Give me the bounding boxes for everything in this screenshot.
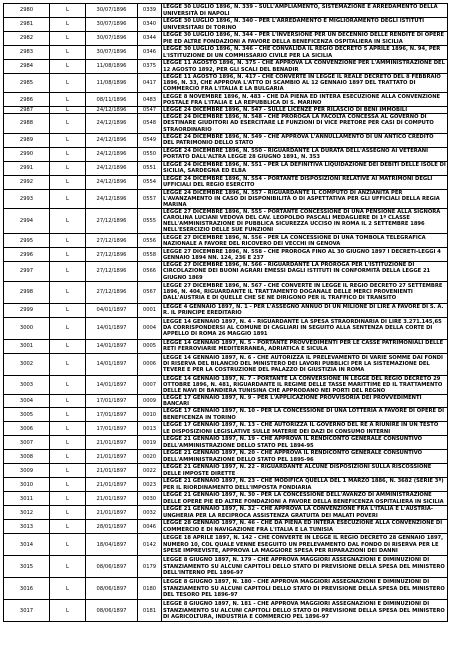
- row-title: LEGGE 8 GIUGNO 1897, N. 181 - CHE APPROVA MAGGIORI ASSEGNAZIONI E DIMINUZIONI DI STANZIAMENTO SU ALCUNI CAPITOLI DELLO STATO DI PREVISIONE DELLA SPESA DEL MINISTERO DI AGRICOLTURA, INDUSTRIA E COMMERCIO PEL 1896-97: [162, 600, 448, 622]
- row-type: L: [50, 339, 86, 353]
- row-type: L: [50, 556, 86, 578]
- table-row: [4, 4, 448, 18]
- row-title: LEGGE 24 DICEMBRE 1896, N. 557 - RIGUARDANTE IL COMPUTO DI ANZIANITÀ PER L'AVANZAMENTO IN CASO DI DISPONIBILITÀ O DI ASPETTATIVA PER GLI UFFICIALI DELLA REGIA MARINA: [162, 189, 448, 208]
- row-title: LEGGE 11 AGOSTO 1896, N. 375 - CHE APPROVA LA CONVENZIONE PER L'AMMINISTRAZIONE DEL 12 AGOSTO 1892, PER GLI SCALI DEL BENADIR: [162, 60, 448, 74]
- row-type: L: [50, 578, 86, 600]
- table-row: [4, 578, 448, 600]
- row-type: L: [50, 464, 86, 478]
- row-date: 27/12/1896: [86, 234, 138, 248]
- row-code: 0344: [138, 32, 162, 46]
- row-code: 0023: [138, 478, 162, 492]
- row-title: LEGGE 14 GENNAIO 1897, N. 7 - PORTANTE LA CONVERSIONE IN LEGGE DEL REGIO DECRETO 29 OTTOBRE 1896, N. 481, RIGUARDANTE IL REGIME DELLE TASSE MARITTIME ED IL TRATTAMENTO DELLE NAVI DI BANDIERA TUNISINA CHE APPRODANO NEI PORTI DEL REGNO: [162, 375, 448, 394]
- row-code: 0339: [138, 4, 162, 18]
- table-row: [4, 46, 448, 60]
- row-type: L: [50, 248, 86, 262]
- row-title: LEGGE 24 DICEMBRE 1896, N. 550 - RIGUARDANTE LA DURATA DELL'ASSEGNO AI VETERANI PORTATO DALL'ALTRA LEGGE 28 GIUGNO 1891, N. 353: [162, 147, 448, 161]
- row-code: 0181: [138, 600, 162, 622]
- row-title: LEGGE 4 GENNAIO 1897, N. 1 - PER L'ASSEGNO ANNUO DI UN MILIONE DI LIRE A FAVORE DI S. A. R. IL PRINCIPE EREDITARIO: [162, 303, 448, 317]
- row-date: 11/08/1896: [86, 60, 138, 74]
- row-number: 2996: [4, 248, 50, 262]
- row-date: 30/07/1896: [86, 46, 138, 60]
- row-date: 17/01/1897: [86, 408, 138, 422]
- row-number: 2991: [4, 161, 50, 175]
- row-number: 2981: [4, 18, 50, 32]
- table-row: [4, 317, 448, 339]
- table-row: [4, 492, 448, 506]
- table-row: [4, 520, 448, 534]
- table-row: [4, 375, 448, 394]
- row-code: 0555: [138, 208, 162, 233]
- row-title: LEGGE 30 LUGLIO 1896, N. 346 - CHE CONVALIDA IL REGIO DECRETO 5 APRILE 1896, N. 94, PER L'ISTITUZIONE DI UN COMMISSARIO CIVILE PER LA SICILIA: [162, 46, 448, 60]
- row-code: 0006: [138, 353, 162, 375]
- row-title: LEGGE 24 DICEMBRE 1896, N. 547 - SULLE LICENZE PER RILASCIO DI BENI IMMOBILI: [162, 107, 448, 114]
- row-title: LEGGE 27 DICEMBRE 1896, N. 567 - CHE CONVERTE IN LEGGE IL REGIO DECRETO 27 SETTEMBRE 1896, N. 404, RIGUARDANTE IL TRATTAMENTO DOGANALE DELLE MERCI PROVENIENTI DALL'AUSTRIA E DI QUELLE CHE SE NE DIRIGONO PER IL TRAFFICO DI TRANSITO: [162, 281, 448, 303]
- row-title: LEGGE 24 DICEMBRE 1896, N. 551 - PER LA DEFINITIVA LIQUIDAZIONE DEI DEBITI DELLE ISOLE DI SICILIA, SARDEGNA ED ELBA: [163, 162, 446, 175]
- row-title: LEGGE 27 DICEMBRE 1896, N. 566 - RIGUARDANTE LA PROROGA PER L'ISTITUZIONE DI CIRCOLAZIONE DEI BUONI AGRARI EMESSI DAGLI ISTITUTI IN CONFORMITÀ DELLA LEGGE 21 GIUGNO 1869: [162, 262, 448, 281]
- row-type: L: [50, 175, 86, 189]
- row-date: 21/01/1897: [86, 464, 138, 478]
- row-code: 0032: [138, 506, 162, 520]
- row-title: LEGGE 27 DICEMBRE 1896, N. 556 - PER LA CONCESSIONE DI UNA TOMBOLA TELEGRAFICA NAZIONALE A FAVORE DEL RICOVERO DEI VECCHI IN GENOVA: [162, 234, 448, 248]
- row-code: 0417: [138, 74, 162, 93]
- table-row: [4, 189, 448, 208]
- row-type: L: [50, 303, 86, 317]
- row-date: 28/01/1897: [86, 520, 138, 534]
- row-title: LEGGE 28 GENNAIO 1897, N. 46 - CHE DÀ PIENA ED INTERA ESECUZIONE ALLA CONVENZIONE DI COMMERCIO E DI NAVIGAZIONE FRA L'ITALIA E LA TUNISIA: [162, 520, 448, 534]
- table-row: [4, 506, 448, 520]
- row-number: 2995: [4, 234, 50, 248]
- row-title: LEGGE 17 GENNAIO 1897, N. 9 - PER L'APPLICAZIONE PROVVISORIA DEI PROVVEDIMENTI BANCARI: [162, 394, 448, 407]
- row-code: 0551: [138, 161, 162, 175]
- row-code: 0567: [138, 281, 162, 303]
- row-date: 24/12/1896: [86, 175, 138, 189]
- table-row: [4, 248, 448, 262]
- row-code: 0556: [138, 234, 162, 248]
- table-row: [4, 133, 448, 147]
- table-row: [4, 262, 448, 281]
- row-code: 0004: [138, 317, 162, 339]
- row-date: 08/06/1897: [86, 600, 138, 622]
- row-code: 0548: [138, 114, 162, 133]
- row-number: 3004: [4, 394, 50, 407]
- row-date: 21/01/1897: [86, 436, 138, 450]
- row-date: 24/12/1896: [86, 107, 138, 114]
- row-type: L: [50, 133, 86, 147]
- row-title: LEGGE 21 GENNAIO 1897, N. 19 - CHE APPROVA IL RENDICONTO GENERALE CONSUNTIVO DELL'AMMINISTRAZIONE DELLO STATO PEL 1894-95: [162, 436, 448, 450]
- row-date: 21/01/1897: [86, 478, 138, 492]
- table-row: [4, 534, 448, 556]
- row-code: 0554: [138, 175, 162, 189]
- row-title: LEGGE 21 GENNAIO 1897, N. 22 - RIGUARDANTE ALCUNE DISPOSIZIONI SULLA RISCOSSIONE DELLE IMPOSTE DIRETTE: [162, 464, 448, 478]
- row-type: L: [50, 317, 86, 339]
- row-date: 14/01/1897: [86, 375, 138, 394]
- table-row: [4, 353, 448, 375]
- row-date: 24/12/1896: [86, 161, 138, 175]
- row-number: 2980: [4, 4, 50, 18]
- row-type: L: [50, 600, 86, 622]
- row-title: LEGGE 8 GIUGNO 1897, N. 179 - CHE APPROVA MAGGIORI ASSEGNAZIONI E DIMINUZIONI DI STANZIAMENTO SU ALCUNI CAPITOLI DELLO STATO DI PREVISIONE DELLA SPESA DEL MINISTERO DELL'INTERNO PEL 1896-97: [162, 556, 448, 578]
- row-title: LEGGE 14 GENNAIO 1897, N. 5 - PORTANTE PROVVEDIMENTI PER LE CASSE PATRIMONIALI DELLE RETI FERROVIARIE MEDITERRANEA, ADRIATICA E SICULA: [162, 339, 448, 353]
- row-type: L: [50, 234, 86, 248]
- row-number: 3016: [4, 578, 50, 600]
- row-date: 30/07/1896: [86, 32, 138, 46]
- row-number: 2987: [4, 107, 50, 114]
- row-code: 0142: [138, 534, 162, 556]
- row-type: L: [50, 394, 86, 407]
- row-number: 3006: [4, 422, 50, 436]
- row-type: L: [50, 262, 86, 281]
- row-number: 3017: [4, 600, 50, 622]
- table-row: [4, 408, 448, 422]
- row-title: LEGGE 17 GENNAIO 1897, N. 10 - PER LA CONCESSIONE DI UNA LOTTERIA A FAVORE DI OPERE DI BENEFICENZA IN TORINO: [162, 408, 448, 422]
- table-row: [4, 450, 448, 464]
- row-code: 0566: [138, 262, 162, 281]
- table-row: [4, 422, 448, 436]
- row-date: 21/01/1897: [86, 450, 138, 464]
- table-row: [4, 556, 448, 578]
- row-date: 27/12/1896: [86, 262, 138, 281]
- row-title: LEGGE 8 GIUGNO 1897, N. 180 - CHE APPROVA MAGGIORI ASSEGNAZIONI E DIMINUZIONI DI STANZIAMENTO SU ALCUNI CAPITOLI DELLO STATO DI PREVISIONE DELLA SPESA DEL MINISTERO DEL TESORO PEL 1896-97: [162, 578, 448, 600]
- table-row: [4, 18, 448, 32]
- row-code: 0030: [138, 492, 162, 506]
- row-number: 3007: [4, 436, 50, 450]
- row-type: L: [50, 478, 86, 492]
- table-row: [4, 436, 448, 450]
- row-number: 3000: [4, 317, 50, 339]
- row-title: LEGGE 18 APRILE 1897, N. 142 - CHE CONVERTE IN LEGGE IL REGIO DECRETO 28 GENNAIO 1897, NUMERO 10, COL QUALE VENNE ESEGUITO UN PRELEVAMENTO DAL FONDO DI RISERVA PER LE SPESE IMPREVISTE, APPROVA LA MAGGIORE SPESA PER RIPARAZIONI DEI DANNI: [162, 534, 448, 556]
- table-row: [4, 234, 448, 248]
- row-type: L: [50, 161, 86, 175]
- row-date: 14/01/1897: [86, 339, 138, 353]
- row-title: LEGGE 27 DICEMBRE 1896, N. 558 - CHE PROROGA FINO AL 30 GIUGNO 1897 I DECRETI-LEGGI 4 GENNAIO 1894 NN. 124, 236 E 237: [162, 248, 448, 262]
- row-title: LEGGE 30 LUGLIO 1896, N. 339 - SULL'AMPLIAMENTO, SISTEMAZIONE E ARREDAMENTO DELLA UNIVERSITÀ DI NAPOLI: [162, 4, 448, 18]
- row-date: 24/12/1896: [86, 147, 138, 161]
- row-type: L: [50, 4, 86, 18]
- row-code: 0180: [138, 578, 162, 600]
- row-type: L: [50, 32, 86, 46]
- row-number: 2992: [4, 175, 50, 189]
- row-date: 14/01/1897: [86, 353, 138, 375]
- row-type: L: [50, 18, 86, 32]
- row-type: L: [50, 353, 86, 375]
- row-date: 11/08/1896: [86, 74, 138, 93]
- row-title: LEGGE 30 LUGLIO 1896, N. 340 - PER L'ARREDAMENTO E MIGLIORAMENTO DEGLI ISTITUTI UNIVERSITARI DI TORINO: [162, 18, 448, 32]
- row-date: 08/06/1897: [86, 578, 138, 600]
- row-date: 21/01/1897: [86, 506, 138, 520]
- row-type: L: [50, 408, 86, 422]
- row-number: 2998: [4, 281, 50, 303]
- table-row: [4, 107, 448, 114]
- row-title: LEGGE 14 GENNAIO 1897, N. 6 - CHE AUTORIZZA IL PRELEVAMENTO DI VARIE SOMME DAI FONDI DI RISERVA DEL BILANCIO DEL MINISTERO DEI LAVORI PUBBLICI PER LA SISTEMAZIONE DEL TEVERE E PER LA COSTRUZIONE DEL PALAZZO DI GIUSTIZIA IN ROMA: [162, 353, 448, 375]
- table-row: [4, 114, 448, 133]
- row-number: 2989: [4, 133, 50, 147]
- row-type: L: [50, 74, 86, 93]
- table-row: [4, 93, 448, 107]
- row-type: L: [50, 208, 86, 233]
- row-code: 0022: [138, 464, 162, 478]
- row-code: 0007: [138, 375, 162, 394]
- row-title: LEGGE 24 DICEMBRE 1896, N. 554 - PORTANTE DISPOSIZIONI RELATIVE AI MATRIMONI DEGLI UFFICIALI DEL REGIO ESERCITO: [162, 175, 448, 189]
- row-type: L: [50, 60, 86, 74]
- table-row: [4, 208, 448, 233]
- row-code: 0557: [138, 189, 162, 208]
- row-number: 2990: [4, 147, 50, 161]
- row-number: 3005: [4, 408, 50, 422]
- row-number: 2986: [4, 93, 50, 107]
- row-type: L: [50, 422, 86, 436]
- row-number: 3010: [4, 478, 50, 492]
- row-number: 2982: [4, 32, 50, 46]
- row-number: 3011: [4, 492, 50, 506]
- row-type: L: [50, 520, 86, 534]
- table-row: [4, 339, 448, 353]
- row-type: L: [50, 450, 86, 464]
- row-number: 2997: [4, 262, 50, 281]
- row-type: L: [50, 107, 86, 114]
- row-code: 0179: [138, 556, 162, 578]
- row-number: 3012: [4, 506, 50, 520]
- row-code: 0013: [138, 422, 162, 436]
- row-type: L: [50, 492, 86, 506]
- row-title: LEGGE 21 GENNAIO 1897, N. 23 - CHE MODIFICA QUELLA DEL 1 MARZO 1886, N. 3682 (SERIE 3ª) PER IL RIORDINAMENTO DELL'IMPOSTA FONDIARIA: [162, 478, 448, 492]
- row-code: 0340: [138, 18, 162, 32]
- row-date: 21/01/1897: [86, 492, 138, 506]
- row-date: 17/01/1897: [86, 394, 138, 407]
- row-number: 3009: [4, 464, 50, 478]
- row-title: LEGGE 24 DICEMBRE 1896, N. 548 - CHE PROROGA LA FACOLTÀ CONCESSA AL GOVERNO DI DESTINARE GIUDITORI AD ESERCITARE LE FUNZIONI DI VICE PRETORE PER CASI DI COMPUTO STRAORDINARIO: [162, 114, 448, 133]
- table-row: [4, 464, 448, 478]
- row-type: L: [50, 189, 86, 208]
- row-date: 27/12/1896: [86, 248, 138, 262]
- table-row: [4, 32, 448, 46]
- row-type: L: [50, 534, 86, 556]
- row-code: 0549: [138, 133, 162, 147]
- row-date: 24/12/1896: [86, 133, 138, 147]
- row-code: 0375: [138, 60, 162, 74]
- row-type: L: [50, 375, 86, 394]
- row-number: 2999: [4, 303, 50, 317]
- row-number: 3008: [4, 450, 50, 464]
- row-date: 27/12/1896: [86, 281, 138, 303]
- row-number: 3001: [4, 339, 50, 353]
- row-number: 3015: [4, 556, 50, 578]
- row-date: 24/12/1896: [86, 189, 138, 208]
- row-type: L: [50, 506, 86, 520]
- row-code: 0346: [138, 46, 162, 60]
- table-row: [4, 281, 448, 303]
- row-number: 3013: [4, 520, 50, 534]
- row-date: 18/04/1897: [86, 534, 138, 556]
- row-type: L: [50, 114, 86, 133]
- row-date: 04/01/1897: [86, 303, 138, 317]
- row-number: 3003: [4, 375, 50, 394]
- row-number: 2994: [4, 208, 50, 233]
- row-code: 0046: [138, 520, 162, 534]
- row-code: 0547: [138, 107, 162, 114]
- row-date: 08/11/1896: [86, 93, 138, 107]
- table-row: [4, 161, 448, 175]
- row-title: LEGGE 21 GENNAIO 1897, N. 20 - CHE APPROVA IL RENDICONTO GENERALE CONSUNTIVO DELL'AMMINISTRAZIONE DELLO STATO PEL 1895-96: [162, 450, 448, 464]
- table-row: [4, 147, 448, 161]
- row-code: 0550: [138, 147, 162, 161]
- row-type: L: [50, 147, 86, 161]
- row-number: 2988: [4, 114, 50, 133]
- row-date: 30/07/1896: [86, 4, 138, 18]
- row-title: LEGGE 27 DICEMBRE 1896, N. 555 - PORTANTE CONCESSIONE DI UNA PENSIONE ALLA SIGNORA CAROLINA LUCIANI VEDOVA DEL CAV. LEOPOLDO PASCALI MEDAGLIERE DI 1ª CLASSE NELL'AMMINISTRAZIONE DI PUBBLICA SICUREZZA UCCISO IN ROMA IL 2 SETTEMBRE 1896 NELL'ESERCIZIO DELLE SUE FUNZIONI: [162, 208, 448, 233]
- row-number: 2993: [4, 189, 50, 208]
- row-code: 0010: [138, 408, 162, 422]
- row-code: 0020: [138, 450, 162, 464]
- row-code: 0019: [138, 436, 162, 450]
- row-number: 2984: [4, 60, 50, 74]
- row-code: 0009: [138, 394, 162, 407]
- laws-table: [3, 3, 448, 622]
- row-title: LEGGE 17 GENNAIO 1897, N. 13 - CHE AUTORIZZA IL GOVERNO DEL RE A RIUNIRE IN UN TESTO LE DISPOSIZIONI LEGISLATIVE SULLE MATERIE DEI DAZI DI CONSUMO INTERNI: [162, 422, 448, 436]
- row-code: 0001: [138, 303, 162, 317]
- row-date: 30/07/1896: [86, 18, 138, 32]
- table-row: [4, 600, 448, 622]
- row-title: LEGGE 21 GENNAIO 1897, N. 30 - PER LA CONCESSIONE DELL'AVANZO DI AMMINISTRAZIONE DELLE OPERE PIE ED ALTRE FONDAZIONI A FAVORE DELLA BENEFICENZA OSPITALIERA IN SICILIA: [162, 492, 448, 506]
- row-number: 2983: [4, 46, 50, 60]
- row-type: L: [50, 436, 86, 450]
- row-date: 17/01/1897: [86, 422, 138, 436]
- row-code: 0005: [138, 339, 162, 353]
- row-type: L: [50, 93, 86, 107]
- row-code: 0558: [138, 248, 162, 262]
- row-date: 27/12/1896: [86, 208, 138, 233]
- row-number: 3002: [4, 353, 50, 375]
- row-code: 0483: [138, 93, 162, 107]
- row-date: 24/12/1896: [86, 114, 138, 133]
- row-date: 08/06/1897: [86, 556, 138, 578]
- row-title: LEGGE 11 AGOSTO 1896, N. 417 - CHE CONVERTE IN LEGGE IL REALE DECRETO DEL 8 FEBBRAIO 1896, N. 33, CHE APPROVA L'ATTO DI SCAMBIO AL 12 GENNAIO 1897 DEL TRATTATO DI COMMERCIO FRA L'ITALIA E LA BULGARIA: [162, 74, 448, 93]
- row-number: 2985: [4, 74, 50, 93]
- row-type: L: [50, 281, 86, 303]
- laws-table-body: [4, 4, 448, 622]
- table-row: [4, 394, 448, 407]
- table-row: [4, 478, 448, 492]
- row-type: L: [50, 46, 86, 60]
- row-date: 14/01/1897: [86, 317, 138, 339]
- row-title: LEGGE 21 GENNAIO 1897, N. 32 - CHE APPROVA LA CONVENZIONE FRA L'ITALIA E L'AUSTRIA-UNGHERIA PER LA RECIPROCA ASSISTENZA GRATUITA DEI MALATI POVERI: [162, 506, 448, 520]
- table-row: [4, 175, 448, 189]
- table-row: [4, 60, 448, 74]
- row-title: LEGGE 14 GENNAIO 1897, N. 4 - RIGUARDANTE LA SPESA STRAORDINARIA DI LIRE 3.271.145,65 DA CORRISPONDERSI AL COMUNE DI CAGLIARI IN SEGUITO ALLA SENTENZA DELLA CORTE DI APPELLO DI ROMA 26 MAGGIO 1891: [162, 317, 448, 339]
- table-row: [4, 74, 448, 93]
- row-number: 3014: [4, 534, 50, 556]
- row-title: LEGGE 30 LUGLIO 1896, N. 344 - PER L'INVERSIONE PER UN DECENNIO DELLE RENDITE DI OPERE PIE ED ALTRE FONDAZIONI A FAVORE DELLA BENEFICENZA OSPITALIERA IN SICILIA: [162, 32, 448, 46]
- table-row: [4, 303, 448, 317]
- row-title: LEGGE 24 DICEMBRE 1896, N. 549 - CHE APPROVA L'ANNULLAMENTO DI UN ANTICO CREDITO DEL PATRIMONIO DELLO STATO: [162, 133, 448, 147]
- row-title: LEGGE 8 NOVEMBRE 1896, N. 483 - CHE DÀ PIENA ED INTERA ESECUZIONE ALLA CONVENZIONE POSTALE FRA L'ITALIA E LA REPUBBLICA DI S. MARINO: [162, 93, 448, 107]
